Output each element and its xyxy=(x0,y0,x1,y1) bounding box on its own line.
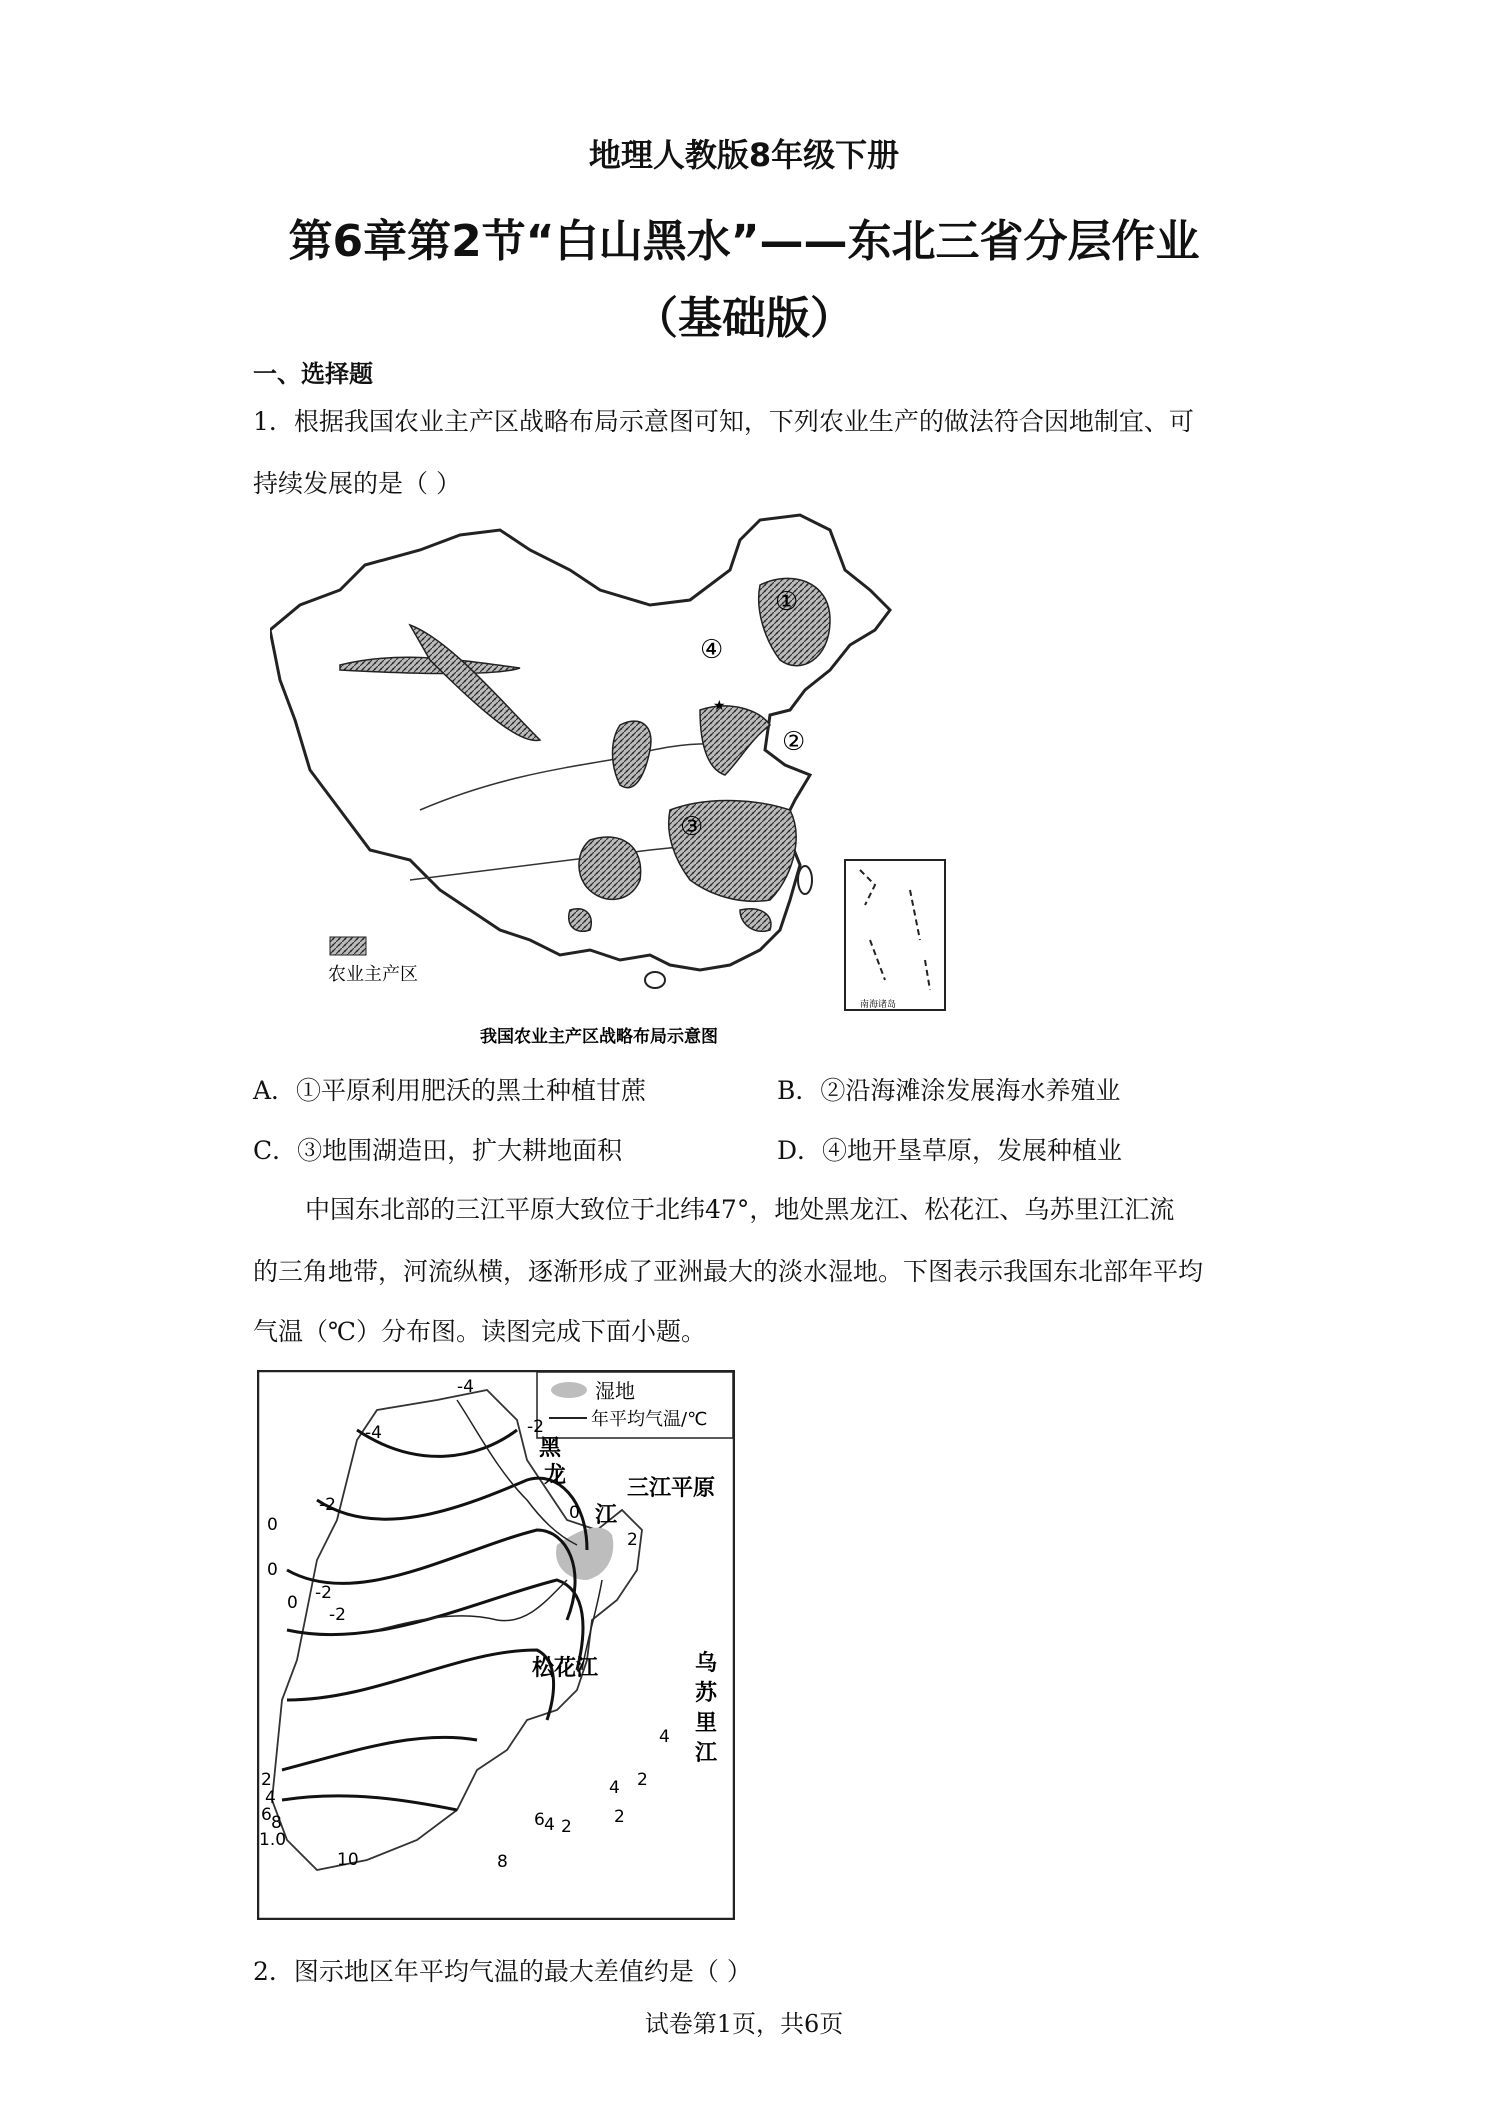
river-yellow xyxy=(420,744,730,810)
legend-isotherm: 年平均气温/℃ xyxy=(591,1409,708,1430)
region-label-1: ① xyxy=(775,587,799,617)
region-northwest-2 xyxy=(410,625,540,740)
val-6: 0 xyxy=(569,1503,580,1523)
val-15: 8 xyxy=(271,1813,282,1833)
page-footer: 试卷第1页，共6页 xyxy=(644,2010,844,2038)
label-li: 里 xyxy=(695,1711,718,1736)
label-hei: 黑 xyxy=(539,1436,562,1461)
val-2: -4 xyxy=(365,1423,382,1443)
china-agri-map-svg xyxy=(270,510,950,1050)
val-9: -2 xyxy=(315,1583,332,1603)
passage-line1: 中国东北部的三江平原大致位于北纬47°，地处黑龙江、松花江、乌苏里江汇流 xyxy=(305,1195,1175,1224)
passage-line2: 的三角地带，河流纵横，逐渐形成了亚洲最大的淡水湿地。下图表示我国东北部年平均 xyxy=(253,1257,1204,1286)
region-fenwei xyxy=(613,721,651,787)
val-8: 0 xyxy=(267,1560,278,1580)
option-b[interactable]: B．②沿海滩涂发展海水养殖业 xyxy=(777,1076,1121,1105)
val-4: -2 xyxy=(319,1495,336,1515)
val-24: 2 xyxy=(637,1770,648,1790)
northeast-temp-map xyxy=(257,1370,735,1920)
val-12: 2 xyxy=(261,1770,272,1790)
label-songhua: 松花江 xyxy=(532,1656,599,1681)
region-2-north-plain xyxy=(700,706,770,775)
taiwan-island xyxy=(798,866,812,894)
val-5: 0 xyxy=(267,1515,278,1535)
question-1-line2: 持续发展的是（ ） xyxy=(253,469,461,498)
val-23: 2 xyxy=(614,1807,625,1827)
china-agri-map xyxy=(270,510,950,1050)
region-label-4: ④ xyxy=(700,635,724,665)
val-11: -2 xyxy=(329,1605,346,1625)
option-c[interactable]: C．③地围湖造田，扩大耕地面积 xyxy=(253,1136,623,1165)
region-south-1 xyxy=(569,909,592,932)
wetland-swatch xyxy=(551,1382,587,1398)
passage-line3: 气温（℃）分布图。读图完成下面小题。 xyxy=(253,1317,706,1346)
val-16: 1.0 xyxy=(259,1830,287,1850)
val-3: -2 xyxy=(527,1417,544,1437)
val-22: 4 xyxy=(609,1778,620,1798)
doc-title-line3: （基础版） xyxy=(634,293,854,344)
label-jiang: 江 xyxy=(595,1503,618,1528)
south-sea-inset xyxy=(845,860,945,1010)
region-south-2 xyxy=(740,909,771,932)
val-17: 10 xyxy=(337,1850,359,1870)
val-10: 0 xyxy=(287,1593,298,1613)
label-su: 苏 xyxy=(695,1681,718,1706)
doc-title-line2: 第6章第2节“白山黑水”——东北三省分层作业 xyxy=(288,216,1200,267)
label-long: 龙 xyxy=(544,1463,567,1488)
option-d[interactable]: D．④地开垦草原，发展种植业 xyxy=(777,1136,1123,1165)
legend-label: 农业主产区 xyxy=(328,964,418,985)
val-19: 6 xyxy=(534,1810,545,1830)
val-14: 6 xyxy=(261,1805,272,1825)
option-a[interactable]: A．①平原利用肥沃的黑土种植甘蔗 xyxy=(253,1076,647,1105)
val-18: 8 xyxy=(497,1852,508,1872)
val-21: 2 xyxy=(561,1817,572,1837)
doc-title-line1: 地理人教版8年级下册 xyxy=(588,136,900,174)
val-20: 4 xyxy=(544,1815,555,1835)
val-25: 4 xyxy=(659,1727,670,1747)
hainan-island xyxy=(645,972,665,988)
northeast-temp-map-svg xyxy=(257,1370,735,1920)
val-1: -4 xyxy=(457,1377,474,1397)
capital-star-icon: ★ xyxy=(713,699,726,714)
inset-label: 南海诸岛 xyxy=(860,1000,897,1010)
question-2-line1: 2．图示地区年平均气温的最大差值约是（ ） xyxy=(253,1957,752,1986)
region-label-3: ③ xyxy=(680,812,704,842)
val-13: 4 xyxy=(265,1788,276,1808)
val-7: 2 xyxy=(627,1530,638,1550)
legend-wetland: 湿地 xyxy=(595,1379,635,1403)
region-sichuan xyxy=(579,837,641,899)
label-sanjiang: 三江平原 xyxy=(627,1476,716,1501)
question-1-line1: 1．根据我国农业主产区战略布局示意图可知，下列农业生产的做法符合因地制宜、可 xyxy=(253,407,1194,436)
map-frame xyxy=(258,1371,734,1919)
label-wu: 乌 xyxy=(695,1651,718,1676)
map-caption: 我国农业主产区战略布局示意图 xyxy=(480,1027,718,1047)
region-label-2: ② xyxy=(782,727,806,757)
legend-swatch xyxy=(330,937,366,955)
label-wusuli-jiang: 江 xyxy=(695,1741,718,1766)
section-title: 一、选择题 xyxy=(253,360,373,388)
